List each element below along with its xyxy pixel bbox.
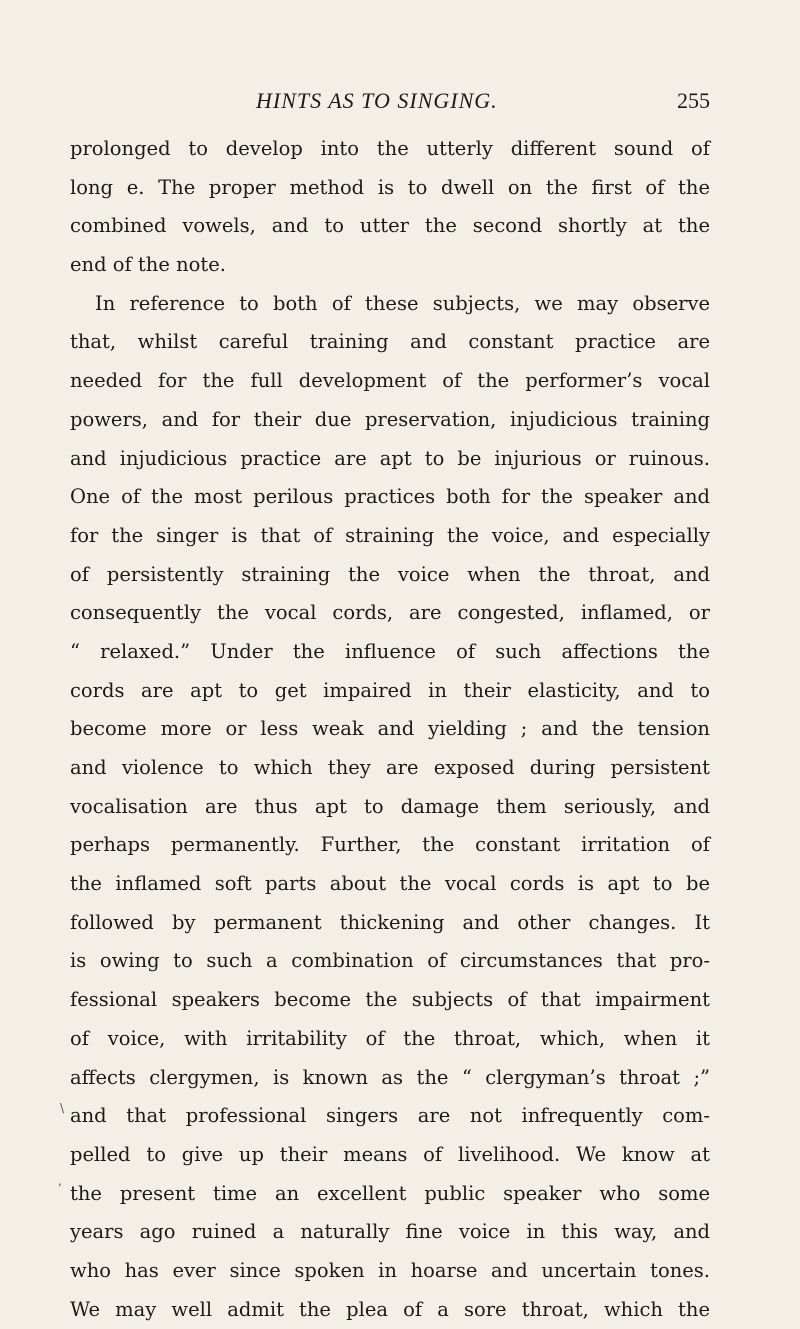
text-line-13: consequently the vocal cords, are congested, inflamed, or [70, 601, 710, 625]
text-line-5: In reference to both of these subjects, we may observe [95, 291, 710, 315]
text-line-8: powers, and for their due preservation, injudicious training [70, 407, 710, 431]
text-line-21: followed by permanent thickening and other changes. It [70, 910, 710, 934]
body-text [70, 130, 710, 1329]
text-line-29: years ago ruined a naturally fine voice in this way, and [70, 1220, 710, 1244]
text-line-20: the inflamed soft parts about the vocal cords is apt to be [70, 872, 710, 896]
text-line-31: We may well admit the plea of a sore throat, which the [70, 1297, 710, 1321]
text-line-18: vocalisation are thus apt to damage them seriously, and [70, 794, 710, 818]
text-line-14: “ relaxed.” Under the influence of such affections the [70, 639, 710, 663]
running-header [70, 86, 710, 116]
text-line-3: combined vowels, and to utter the second shortly at the [70, 214, 710, 238]
text-line-4: end of the note. [70, 253, 226, 277]
text-line-7: needed for the full development of the performer’s vocal [70, 369, 710, 393]
margin-mark-small: , [58, 1174, 62, 1188]
text-line-22: is owing to such a combination of circumstances that pro- [70, 949, 710, 973]
text-line-17: and violence to which they are exposed during persistent [70, 756, 710, 779]
text-line-6: that, whilst careful training and constant practice are [70, 330, 710, 354]
text-line-2: long e. The proper method is to dwell on the first of the [70, 175, 710, 199]
text-line-25: affects clergymen, is known as the “ clergyman’s throat ;” [70, 1065, 710, 1089]
text-line-12: of persistently straining the voice when the throat, and [70, 562, 710, 586]
text-line-30: who has ever since spoken in hoarse and uncertain tones. [70, 1258, 710, 1282]
text-line-15: cords are apt to get impaired in their elasticity, and to [70, 678, 710, 702]
text-line-9: and injudicious practice are apt to be injurious or ruinous. [70, 446, 710, 470]
running-title: HINTS AS TO SINGING. [256, 88, 498, 113]
text-line-19: perhaps permanently. Further, the constant irritation of [70, 833, 710, 857]
text-line-1: prolonged to develop into the utterly different sound of [70, 137, 710, 160]
text-line-11: for the singer is that of straining the voice, and especially [70, 523, 710, 547]
text-line-28: the present time an excellent public speaker who some [70, 1181, 710, 1205]
text-line-26: and that professional singers are not infrequently com- [70, 1104, 710, 1128]
text-line-16: become more or less weak and yielding ; and the tension [70, 717, 710, 741]
margin-mark: \ [60, 1101, 65, 1115]
text-line-27: pelled to give up their means of livelihood. We know at [70, 1142, 710, 1166]
text-line-10: One of the most perilous practices both for the speaker and [70, 485, 710, 509]
text-line-23: fessional speakers become the subjects of that impairment [70, 988, 710, 1012]
text-line-24: of voice, with irritability of the throat, which, when it [70, 1026, 710, 1050]
page-number: 255 [677, 88, 710, 113]
